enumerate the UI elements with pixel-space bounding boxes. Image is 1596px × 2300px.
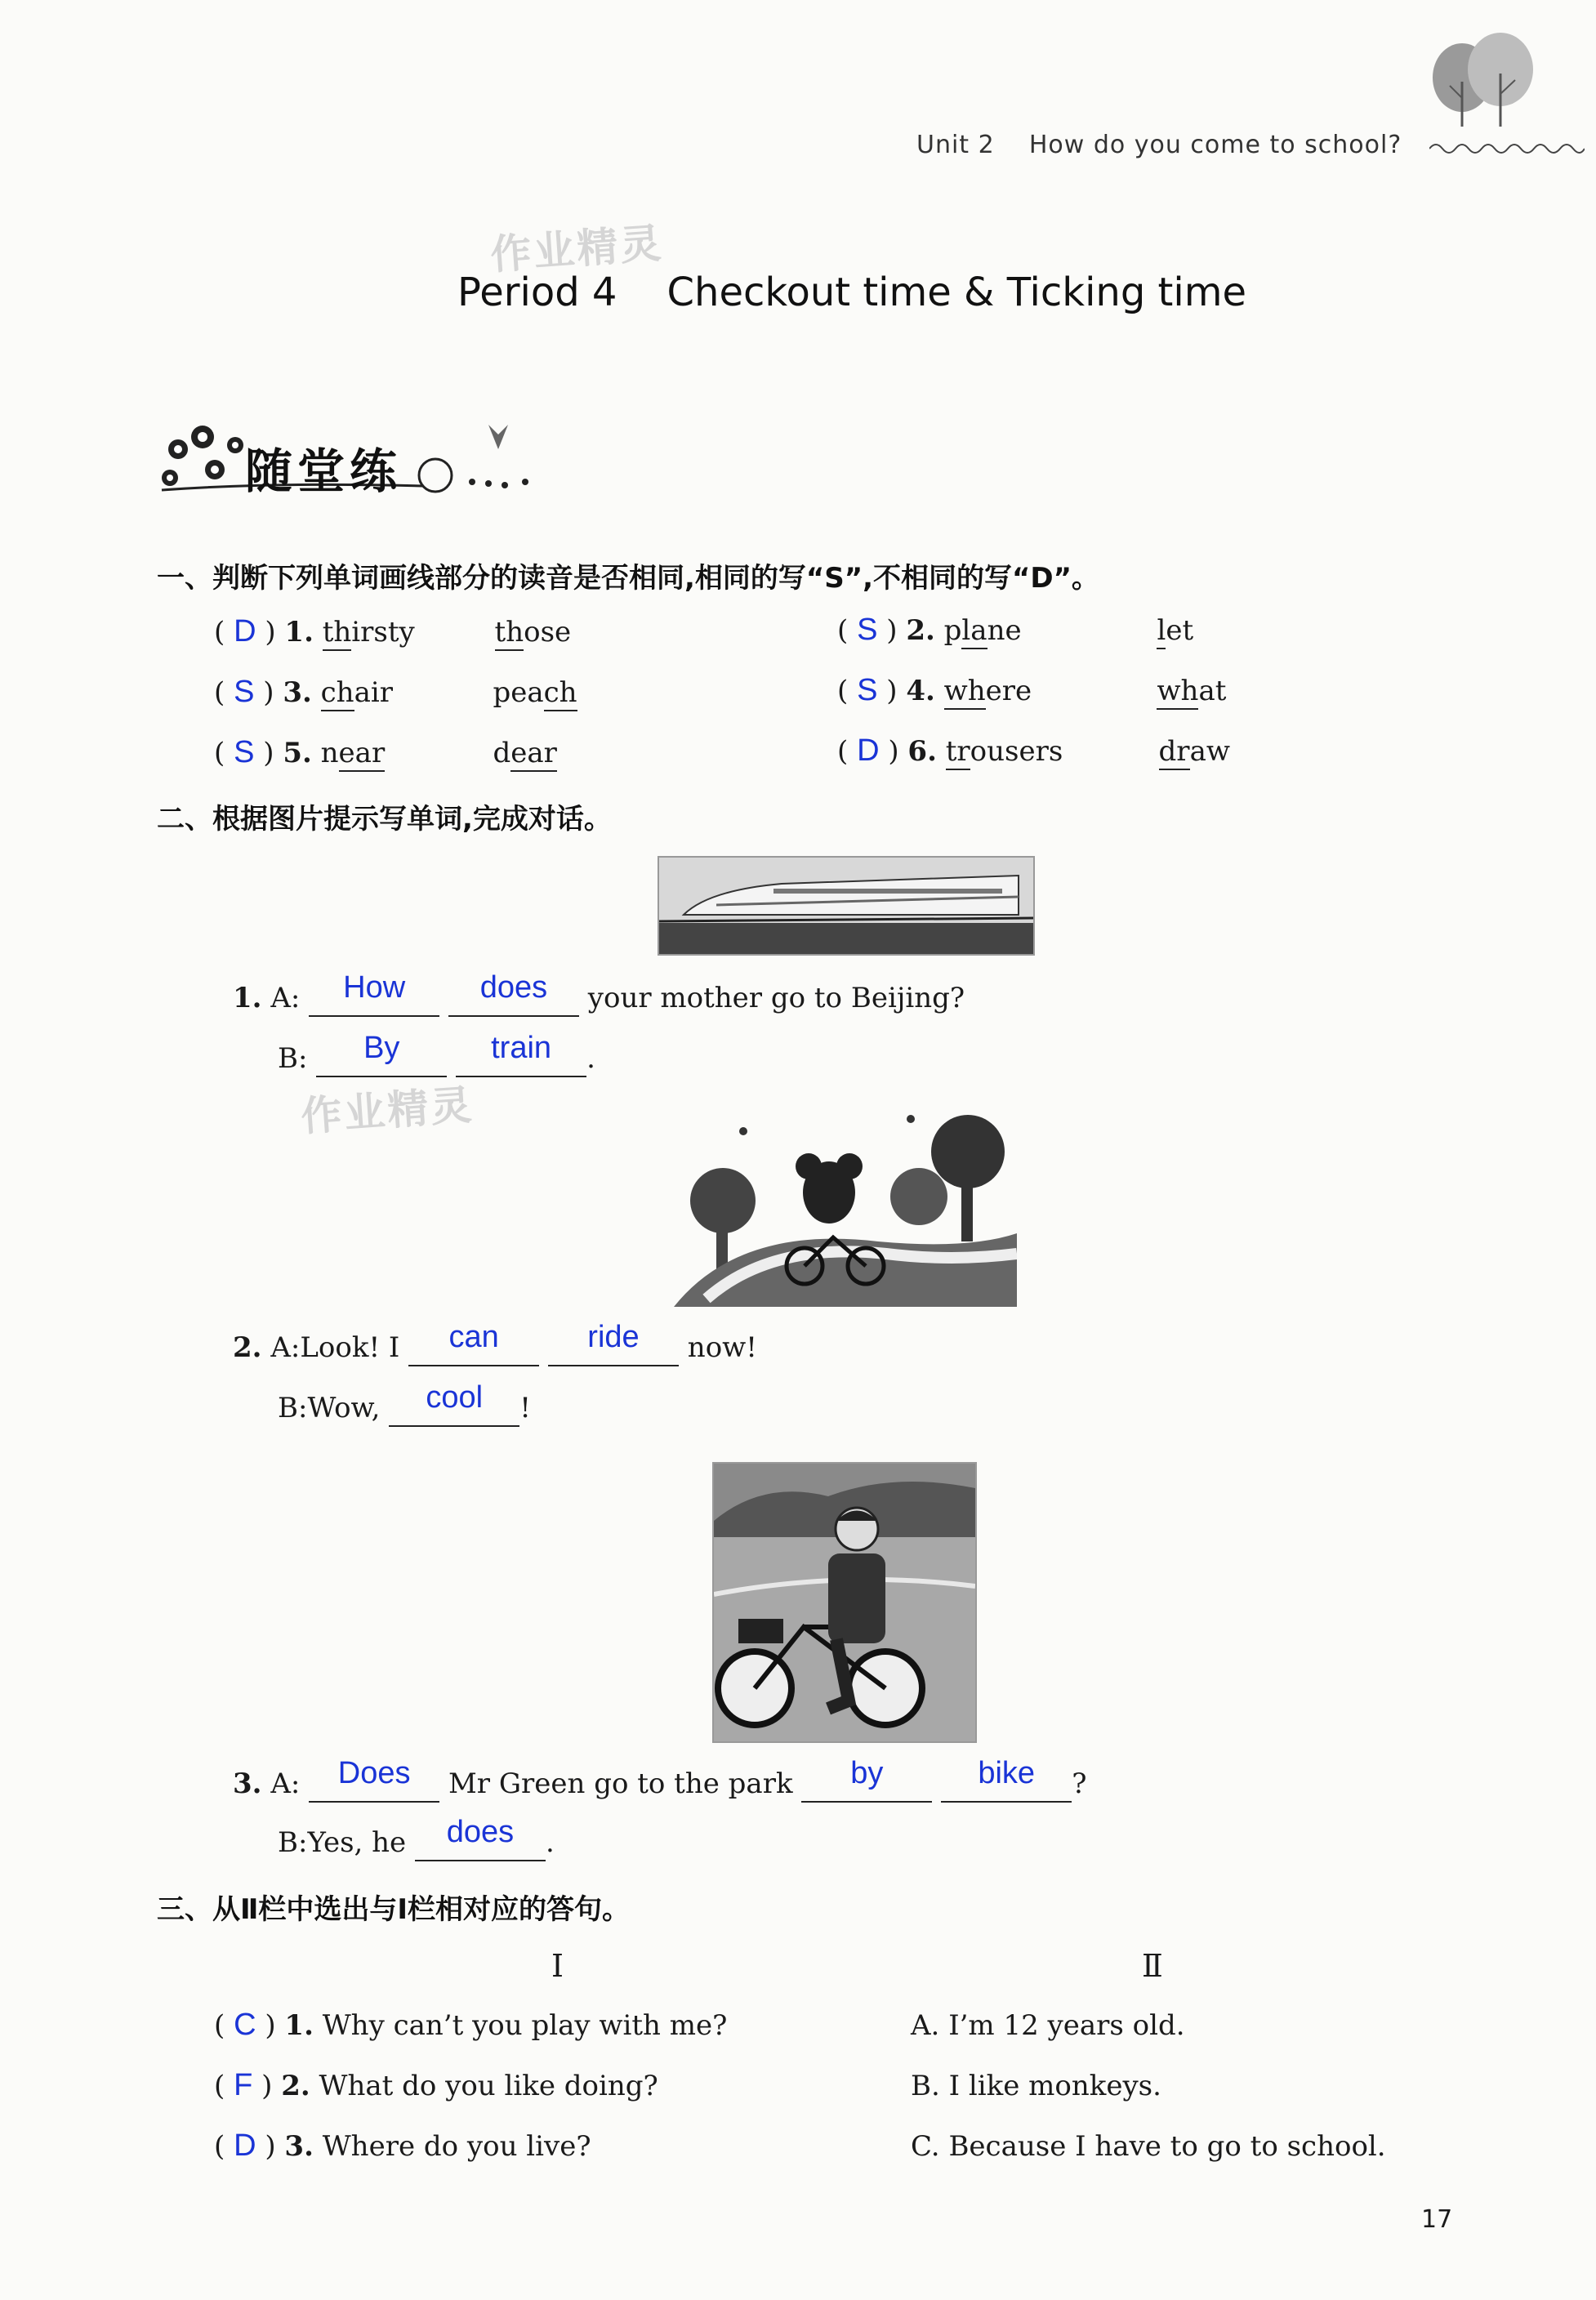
header-topic: How do you come to school? [1028,131,1402,159]
s2-q2-line-a: 2. A:Look! I can ride now! [233,1330,757,1366]
s1-answer-6[interactable]: D [857,733,880,768]
s1-item-3: ( S ) 3. chair peach [214,675,577,710]
s2-q1-answer-2[interactable]: does [479,970,548,1005]
s2-q1-answer-3[interactable]: By [363,1031,400,1065]
watermark-top: 作业精灵 [488,219,666,279]
s2-q1-answer-4[interactable]: train [491,1031,552,1065]
page-title [457,270,1246,315]
s3-option-a: A. I’m 12 years old. [911,2009,1185,2042]
header-unit: Unit 2 [916,131,995,159]
s3-answer-2[interactable]: F [234,2068,253,2102]
man-riding-bike-picture [712,1462,977,1743]
s1-item-5: ( S ) 5. near dear [214,735,557,770]
s1-answer-1[interactable]: D [234,614,256,649]
s2-q2-line-b: B:Wow, cool ! [278,1390,531,1427]
train-picture [658,856,1035,956]
s1-answer-5[interactable]: S [234,735,255,769]
s2-q1-line-b: B: By train . [278,1041,595,1077]
s3-item-1: ( C ) 1. Why can’t you play with me? [214,2008,728,2042]
s1-item-2: ( S ) 2. plane let [837,613,1193,648]
page-number: 17 [1421,2205,1453,2234]
s3-answer-3[interactable]: D [234,2128,256,2163]
section3-heading: 三、从Ⅱ栏中选出与Ⅰ栏相对应的答句。 [157,1893,631,1926]
s2-q2-answer-1[interactable]: can [448,1320,499,1354]
s3-option-c: C. Because I have to go to school. [911,2130,1386,2163]
s2-q2-answer-3[interactable]: cool [426,1380,484,1415]
running-header [916,131,1402,159]
s2-q3-answer-3[interactable]: bike [978,1756,1036,1790]
s2-q3-line-a: 3. A: Does Mr Green go to the park by bike ? [233,1766,1086,1803]
s2-q2-answer-2[interactable]: ride [587,1320,640,1354]
section2-heading: 二、根据图片提示写单词,完成对话。 [157,803,612,836]
s2-q3-answer-2[interactable]: by [850,1756,884,1790]
s2-q1-answer-1[interactable]: How [343,970,406,1005]
s2-q3-answer-1[interactable]: Does [337,1756,411,1790]
s3-option-b: B. I like monkeys. [911,2070,1161,2102]
s2-q1-line-a: 1. A: How does your mother go to Beijing? [233,980,965,1017]
title-name: Checkout time & Ticking time [666,270,1246,315]
s1-answer-4[interactable]: S [857,673,878,707]
banner-text: 随堂练 [245,444,403,499]
s2-q3-line-b: B:Yes, he does . [278,1825,555,1861]
s1-item-4: ( S ) 4. where what [837,673,1226,708]
watermark-middle: 作业精灵 [299,1081,476,1141]
s1-answer-3[interactable]: S [234,675,255,709]
trees-decoration-icon [1425,33,1540,131]
section1-heading: 一、判断下列单词画线部分的读音是否相同,相同的写“S”,不相同的写“D”。 [157,562,1099,595]
wave-line-decoration [1429,140,1585,157]
s2-q3-answer-4[interactable]: does [446,1815,515,1849]
column-2-label: Ⅱ [1142,1948,1163,1984]
column-1-label: Ⅰ [551,1948,564,1984]
title-period: Period 4 [457,270,617,315]
mouse-riding-bike-picture [674,1103,1017,1307]
s3-answer-1[interactable]: C [234,2008,256,2042]
s1-answer-2[interactable]: S [857,613,878,647]
practice-banner [154,408,578,506]
s1-item-6: ( D ) 6. trousers draw [837,733,1230,769]
s3-item-2: ( F ) 2. What do you like doing? [214,2068,658,2102]
s3-item-3: ( D ) 3. Where do you live? [214,2128,591,2163]
s1-item-1: ( D ) 1. thirsty those [214,614,571,649]
